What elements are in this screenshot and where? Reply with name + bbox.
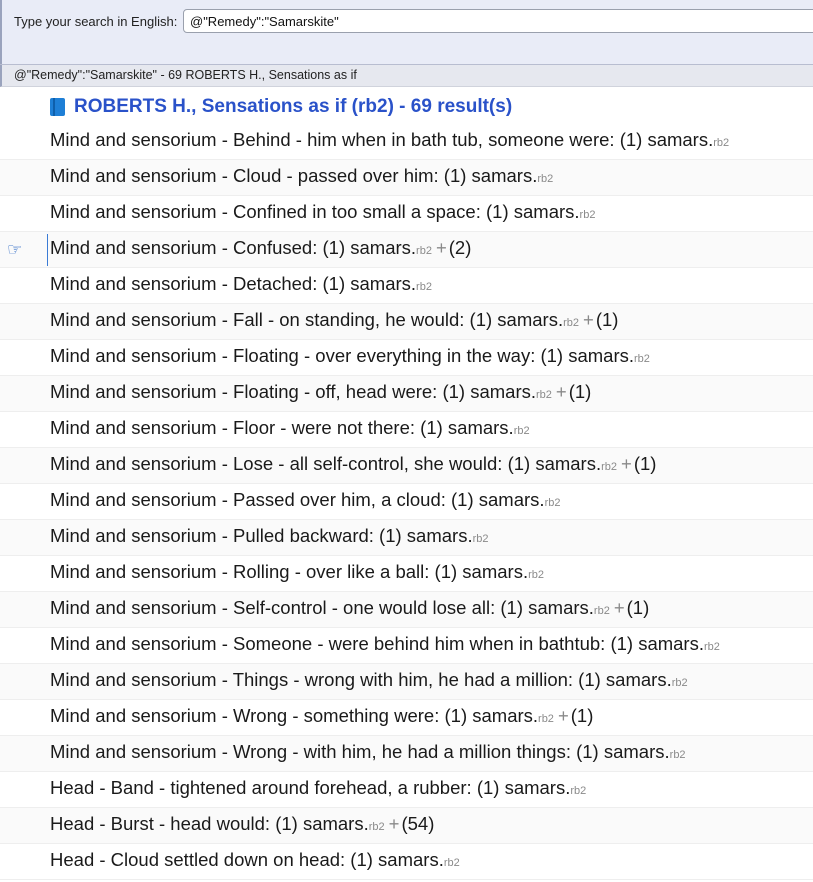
source-suffix: rb2 bbox=[570, 785, 587, 797]
result-row[interactable] bbox=[0, 340, 813, 376]
result-row[interactable] bbox=[0, 196, 813, 232]
book-icon bbox=[50, 98, 65, 116]
result-text bbox=[50, 453, 656, 475]
source-suffix: rb2 bbox=[563, 317, 579, 329]
result-text bbox=[50, 561, 544, 583]
source-suffix: rb2 bbox=[416, 245, 432, 257]
row-gutter bbox=[0, 700, 48, 736]
result-text bbox=[50, 381, 591, 403]
result-row[interactable] bbox=[0, 268, 813, 304]
rubric-text: Mind and sensorium - Pulled backward: (1) samars. bbox=[50, 525, 473, 546]
result-text bbox=[50, 849, 460, 871]
rubric-text: Mind and sensorium - Floor - were not there: (1) samars. bbox=[50, 417, 514, 438]
row-gutter bbox=[0, 304, 48, 340]
search-input[interactable] bbox=[183, 9, 813, 33]
rubric-text: Mind and sensorium - Self-control - one would lose all: (1) samars. bbox=[50, 597, 594, 618]
result-text bbox=[50, 705, 593, 727]
result-text bbox=[50, 417, 530, 439]
expand-plus-icon[interactable]: + bbox=[435, 237, 447, 258]
result-row[interactable] bbox=[0, 628, 813, 664]
result-row[interactable] bbox=[0, 484, 813, 520]
result-text bbox=[50, 345, 650, 367]
source-suffix: rb2 bbox=[537, 173, 554, 185]
source-suffix: rb2 bbox=[416, 281, 432, 293]
rubric-text: Mind and sensorium - Cloud - passed over him: (1) samars. bbox=[50, 165, 538, 186]
row-gutter bbox=[0, 124, 48, 160]
result-row[interactable] bbox=[0, 448, 813, 484]
result-row[interactable] bbox=[0, 592, 813, 628]
pointing-hand-icon: ☞ bbox=[7, 240, 23, 259]
result-row[interactable] bbox=[0, 124, 813, 160]
row-gutter bbox=[0, 736, 48, 772]
source-suffix: rb2 bbox=[601, 461, 618, 473]
row-gutter bbox=[0, 484, 48, 520]
result-row[interactable] bbox=[0, 772, 813, 808]
result-row[interactable] bbox=[0, 844, 813, 880]
result-text bbox=[50, 489, 560, 511]
row-gutter bbox=[0, 592, 48, 628]
rubric-text: Mind and sensorium - Floating - off, head were: (1) samars. bbox=[50, 381, 537, 402]
more-count[interactable]: (54) bbox=[401, 813, 435, 834]
more-count[interactable]: (2) bbox=[448, 237, 472, 258]
more-count[interactable]: (1) bbox=[626, 597, 650, 618]
expand-plus-icon[interactable]: + bbox=[557, 705, 569, 726]
source-suffix: rb2 bbox=[544, 497, 561, 509]
more-count[interactable]: (1) bbox=[633, 453, 657, 474]
expand-plus-icon[interactable]: + bbox=[621, 453, 632, 474]
row-gutter bbox=[0, 844, 48, 880]
result-row[interactable] bbox=[0, 556, 813, 592]
breadcrumb: @"Remedy":"Samarskite" - 69 ROBERTS H., Sensations as if bbox=[0, 65, 813, 87]
rubric-text: Mind and sensorium - Rolling - over like a ball: (1) samars. bbox=[50, 561, 529, 582]
result-row[interactable] bbox=[0, 664, 813, 700]
source-suffix: rb2 bbox=[669, 749, 686, 761]
row-gutter bbox=[0, 412, 48, 448]
result-text bbox=[50, 237, 471, 259]
row-gutter bbox=[0, 556, 48, 592]
source-suffix: rb2 bbox=[713, 137, 730, 149]
source-suffix: rb2 bbox=[634, 353, 650, 365]
expand-plus-icon[interactable]: + bbox=[388, 813, 400, 834]
row-gutter bbox=[0, 808, 48, 844]
search-label: Type your search in English: bbox=[14, 14, 178, 29]
row-gutter bbox=[0, 628, 48, 664]
source-suffix: rb2 bbox=[472, 533, 489, 545]
result-text bbox=[50, 525, 489, 547]
result-row[interactable] bbox=[0, 520, 813, 556]
rubric-text: Mind and sensorium - Floating - over everything in the way: (1) samars. bbox=[50, 345, 635, 366]
result-row[interactable] bbox=[0, 376, 813, 412]
rubric-text: Mind and sensorium - Passed over him, a cloud: (1) samars. bbox=[50, 489, 545, 510]
rubric-text: Head - Band - tightened around forehead, a rubber: (1) samars. bbox=[50, 777, 571, 798]
rubric-text: Mind and sensorium - Wrong - something were: (1) samars. bbox=[50, 705, 539, 726]
row-gutter bbox=[0, 376, 48, 412]
result-text bbox=[50, 201, 595, 223]
result-text bbox=[50, 777, 586, 799]
rubric-text: Mind and sensorium - Wrong - with him, he had a million things: (1) samars. bbox=[50, 741, 670, 762]
rubric-text: Mind and sensorium - Things - wrong with him, he had a million: (1) samars. bbox=[50, 669, 672, 690]
rubric-text: Mind and sensorium - Confined in too small a space: (1) samars. bbox=[50, 201, 580, 222]
selection-marker bbox=[47, 234, 48, 266]
row-gutter bbox=[0, 664, 48, 700]
more-count[interactable]: (1) bbox=[595, 309, 619, 330]
row-gutter bbox=[0, 520, 48, 556]
row-gutter bbox=[0, 196, 48, 232]
more-count[interactable]: (1) bbox=[570, 705, 594, 726]
result-text bbox=[50, 273, 432, 295]
result-row[interactable] bbox=[0, 808, 813, 844]
source-suffix: rb2 bbox=[538, 713, 554, 725]
source-suffix: rb2 bbox=[513, 425, 530, 437]
result-text bbox=[50, 741, 686, 763]
source-suffix: rb2 bbox=[528, 569, 544, 581]
expand-plus-icon[interactable]: + bbox=[583, 309, 594, 330]
row-gutter bbox=[0, 232, 48, 268]
source-suffix: rb2 bbox=[579, 209, 596, 221]
rubric-text: Mind and sensorium - Behind - him when in bath tub, someone were: (1) samars. bbox=[50, 129, 714, 150]
book-header[interactable] bbox=[50, 94, 512, 120]
book-title: ROBERTS H., Sensations as if (rb2) - 69 result(s) bbox=[74, 96, 513, 117]
result-text bbox=[50, 129, 729, 151]
search-bar bbox=[0, 0, 813, 64]
rubric-text: Mind and sensorium - Someone - were behind him when in bathtub: (1) samars. bbox=[50, 633, 704, 654]
result-row[interactable] bbox=[0, 700, 813, 736]
result-text bbox=[50, 633, 720, 655]
source-suffix: rb2 bbox=[704, 641, 720, 653]
expand-plus-icon[interactable]: + bbox=[613, 597, 625, 618]
rubric-text: Mind and sensorium - Confused: (1) samars. bbox=[50, 237, 417, 258]
rubric-text: Mind and sensorium - Fall - on standing, he would: (1) samars. bbox=[50, 309, 564, 330]
source-suffix: rb2 bbox=[536, 389, 552, 401]
result-row[interactable] bbox=[0, 304, 813, 340]
rubric-text: Head - Burst - head would: (1) samars. bbox=[50, 813, 369, 834]
expand-plus-icon[interactable]: + bbox=[555, 381, 567, 402]
row-gutter bbox=[0, 268, 48, 304]
result-text bbox=[50, 165, 553, 187]
source-suffix: rb2 bbox=[368, 821, 385, 833]
row-gutter bbox=[0, 772, 48, 808]
result-row[interactable] bbox=[0, 232, 813, 268]
result-text bbox=[50, 669, 688, 691]
rubric-text: Head - Cloud settled down on head: (1) samars. bbox=[50, 849, 444, 870]
result-text bbox=[50, 813, 434, 835]
more-count[interactable]: (1) bbox=[568, 381, 592, 402]
source-suffix: rb2 bbox=[443, 857, 460, 869]
result-row[interactable] bbox=[0, 412, 813, 448]
source-suffix: rb2 bbox=[593, 605, 610, 617]
row-gutter bbox=[0, 448, 48, 484]
result-row[interactable] bbox=[0, 736, 813, 772]
result-text bbox=[50, 597, 649, 619]
rubric-text: Mind and sensorium - Lose - all self-control, she would: (1) samars. bbox=[50, 453, 602, 474]
row-gutter bbox=[0, 340, 48, 376]
results-list bbox=[0, 124, 813, 880]
result-text bbox=[50, 309, 618, 331]
result-row[interactable] bbox=[0, 160, 813, 196]
source-suffix: rb2 bbox=[671, 677, 688, 689]
row-gutter bbox=[0, 160, 48, 196]
rubric-text: Mind and sensorium - Detached: (1) samars. bbox=[50, 273, 417, 294]
